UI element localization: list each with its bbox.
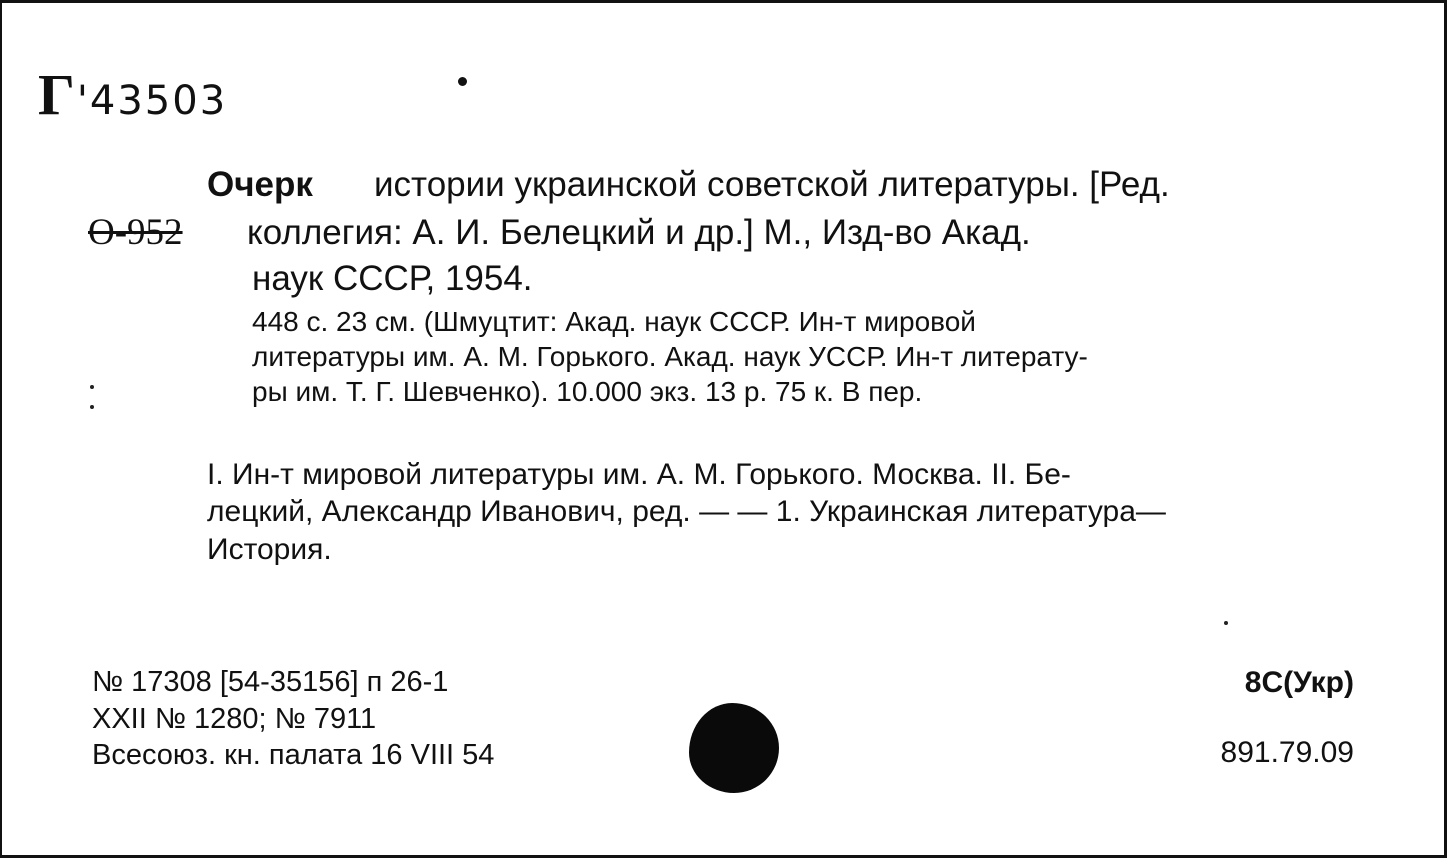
punch-hole: [689, 703, 779, 793]
udc-code: 891.79.09: [1220, 736, 1354, 769]
cipher-number: '43503: [76, 78, 228, 124]
title-rest: истории украинской советской литературы. [Ред.: [374, 165, 1170, 204]
tracings-line-2: лецкий, Александр Иванович, ред. — — 1. Украинская литература—: [207, 495, 1166, 528]
old-call-number: О-952: [88, 212, 183, 253]
footer-line-1: № 17308 [54-35156] п 26-1: [92, 666, 449, 698]
description-line-3: ры им. Т. Г. Шевченко). 10.000 экз. 13 р. 75 к. В пер.: [252, 376, 923, 407]
classification-code: 8С(Укр): [1244, 666, 1354, 699]
title-line-3: наук СССР, 1954.: [252, 259, 533, 298]
cipher-prefix: Г: [38, 62, 77, 127]
footer-line-2: XXII № 1280; № 7911: [92, 703, 377, 735]
shelf-cipher: [38, 61, 227, 128]
speck: [90, 385, 94, 389]
title-line-2: коллегия: А. И. Белецкий и др.] М., Изд-во Акад.: [247, 213, 1031, 252]
tracings-line-1: I. Ин-т мировой литературы им. А. М. Горького. Москва. II. Бе-: [207, 458, 1071, 491]
description-line-1: 448 с. 23 см. (Шмуцтит: Акад. наук СССР. Ин-т мировой: [252, 306, 976, 337]
tracings-line-3: История.: [207, 533, 332, 566]
speck: [90, 405, 94, 409]
speck: [1224, 621, 1228, 625]
title-lead: Очерк: [207, 165, 313, 204]
ink-dot: [458, 77, 467, 86]
description-line-2: литературы им. А. М. Горького. Акад. наук УССР. Ин-т литерату-: [252, 341, 1088, 372]
footer-line-3: Всесоюз. кн. палата 16 VIII 54: [92, 739, 495, 771]
